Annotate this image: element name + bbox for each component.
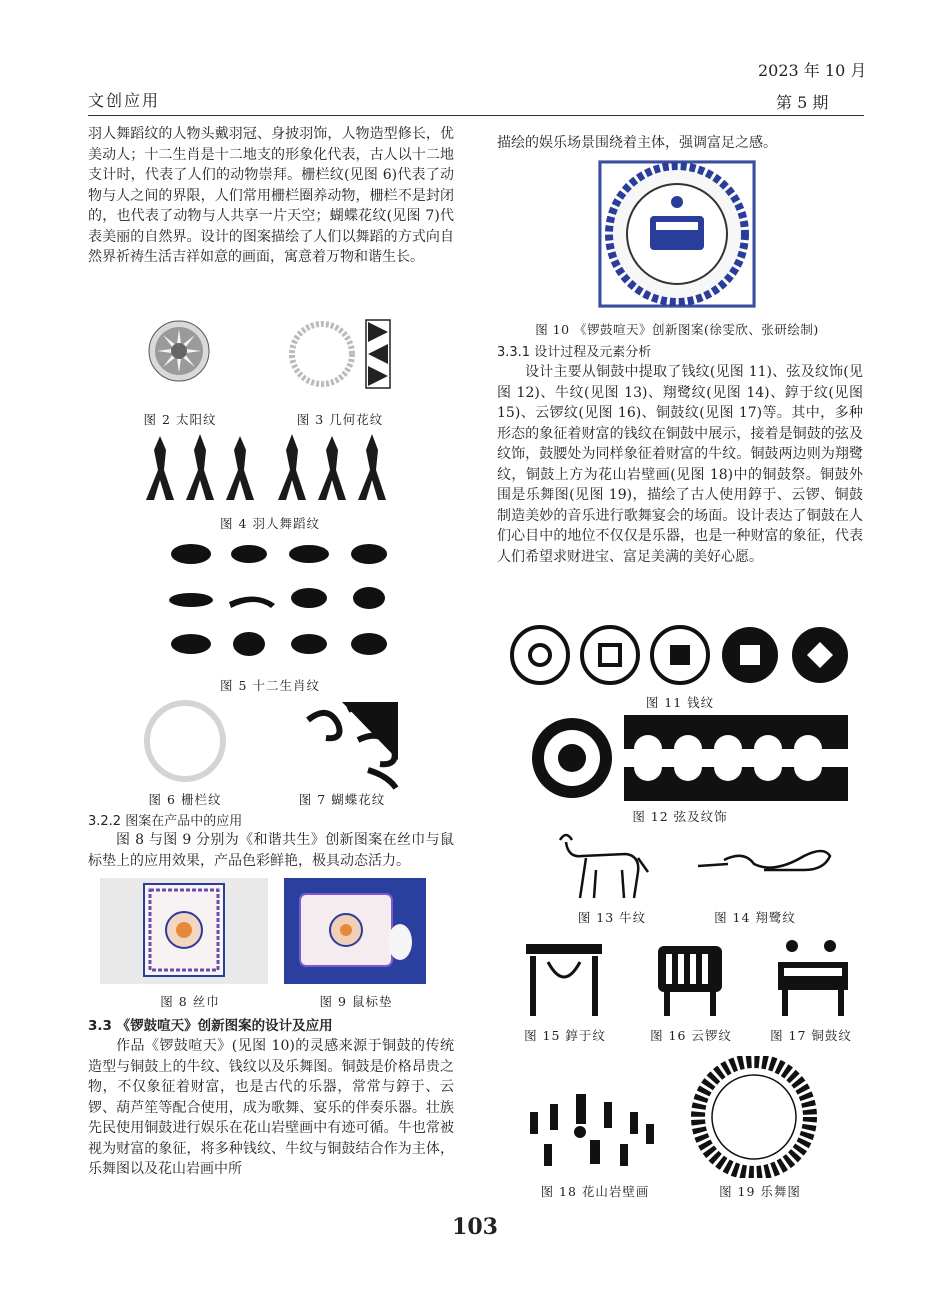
subsection-3-2-2: 3.2.2 图案在产品中的应用 (88, 814, 243, 829)
left-paragraph-3: 作品《锣鼓喧天》(见图 10)的灵感来源于铜鼓的传统造型与铜鼓上的牛纹、钱纹以及乐舞图。铜鼓是价格昂贵之物，不仅象征着财富，也是古代的乐器，常常与錞于、云锣、葫芦笙等配合使用，成为歌舞、宴乐的伴奏乐器。壮族先民使用铜鼓进行娱乐在花山岩壁画中有迹可循。牛也常被视为财富的象征，将多种钱纹、牛纹与铜鼓结合作为主体，乐舞图以及花山岩画中所 (88, 1038, 454, 1177)
figure-5-zodiac-animals (165, 536, 397, 666)
issue-date: 2023 年 10 月 (758, 61, 867, 80)
header-rule (88, 115, 864, 116)
caption-fig4: 图 4 羽人舞蹈纹 (220, 516, 320, 531)
issue-number: 第 5 期 (776, 93, 829, 112)
caption-fig16: 图 16 云锣纹 (650, 1028, 732, 1043)
figure-6-fence-pattern (140, 698, 230, 784)
caption-fig8: 图 8 丝巾 (160, 994, 220, 1009)
running-header-section: 文创应用 (88, 91, 161, 110)
figure-3-geometric-pattern (286, 318, 396, 390)
section-3-3-heading: 3.3 《锣鼓喧天》创新图案的设计及应用 (88, 1018, 333, 1034)
figure-4-feathered-dancers (136, 430, 404, 502)
page-number: 103 (452, 1214, 498, 1240)
caption-fig14: 图 14 翔鹭纹 (714, 910, 796, 925)
caption-fig15: 图 15 錞于纹 (524, 1028, 606, 1043)
caption-fig12: 图 12 弦及纹饰 (632, 809, 728, 824)
subsection-3-3-1: 3.3.1 设计过程及元素分析 (497, 345, 652, 360)
caption-fig17: 图 17 铜鼓纹 (770, 1028, 852, 1043)
caption-fig13: 图 13 牛纹 (577, 910, 647, 925)
figure-2-sun-pattern (148, 320, 210, 382)
figure-19-music-dance-scene (690, 1056, 818, 1178)
figure-14-heron-pattern (694, 840, 834, 890)
figure-13-ox-pattern (548, 828, 658, 906)
caption-fig11: 图 11 钱纹 (645, 695, 715, 710)
figure-15-chunyu-pattern (518, 932, 610, 1020)
caption-fig18: 图 18 花山岩壁画 (540, 1184, 650, 1199)
figure-18-huashan-rock-painting (520, 1084, 666, 1172)
caption-fig6: 图 6 栅栏纹 (148, 792, 222, 807)
figure-11-coin-patterns (506, 622, 858, 688)
left-paragraph-2: 图 8 与图 9 分别为《和谐共生》创新图案在丝巾与鼠标垫上的应用效果，产品色彩鲜艳，极具动态活力。 (88, 832, 454, 869)
figure-17-bronze-drum-pattern (768, 932, 858, 1020)
figure-7-butterfly-pattern (298, 700, 406, 790)
right-paragraph-4: 设计主要从铜鼓中提取了钱纹(见图 11)、弦及纹饰(见图 12)、牛纹(见图 13)、翔鹭纹(见图 14)、錞于纹(见图 15)、云锣纹(见图 16)、铜鼓纹(见图 17)等。其中，多种形态的象征着财富的钱纹在铜鼓中展示，接着是铜鼓的弦及纹饰，鼓腰处为同样象征着财富的牛纹。铜鼓两边则为翔鹭纹，铜鼓上方为花山岩壁画(见图 18)中的铜鼓祭。铜鼓外围是乐舞图(见图 19)，描绘了古人使用錞于、云锣、铜鼓制造美妙的音乐进行歌舞宴会的场面。设计表达了铜鼓在人们心目中的地位不仅仅是乐器，也是一种财富的象征，代表人们希望求财进宝、富足美满的美好心愿。 (497, 364, 863, 565)
figure-10-drum-design (598, 160, 756, 308)
figure-8-silk-scarf (100, 878, 268, 984)
caption-fig2: 图 2 太阳纹 (143, 412, 217, 427)
figure-12-strings-ornament (528, 713, 850, 803)
caption-fig10: 图 10 《锣鼓喧天》创新图案(徐雯欣、张研绘制) (535, 322, 819, 337)
caption-fig3: 图 3 几何花纹 (296, 412, 384, 427)
caption-fig5: 图 5 十二生肖纹 (220, 678, 320, 693)
caption-fig7: 图 7 蝴蝶花纹 (298, 792, 386, 807)
caption-fig9: 图 9 鼠标垫 (319, 994, 393, 1009)
caption-fig19: 图 19 乐舞图 (719, 1184, 801, 1199)
figure-16-yunluo-pattern (644, 932, 736, 1020)
figure-9-mouse-pad (284, 878, 426, 984)
left-paragraph-1: 羽人舞蹈纹的人物头戴羽冠、身披羽饰，人物造型修长，优美动人；十二生肖是十二地支的形象化代表，古人以十二地支计时，代表了人们的动物崇拜。栅栏纹(见图 6)代表了动物与人之间的界限，人们常用栅栏圈养动物，栅栏不是封闭的，也代表了动物与人共享一片天空；蝴蝶花纹(见图 7)代表美丽的自然界。设计的图案描绘了人们以舞蹈的方式向自然界祈祷生活吉祥如意的画面，寓意着万物和谐生长。 (88, 126, 454, 265)
right-paragraph-top: 描绘的娱乐场景围绕着主体，强调富足之感。 (497, 135, 777, 151)
